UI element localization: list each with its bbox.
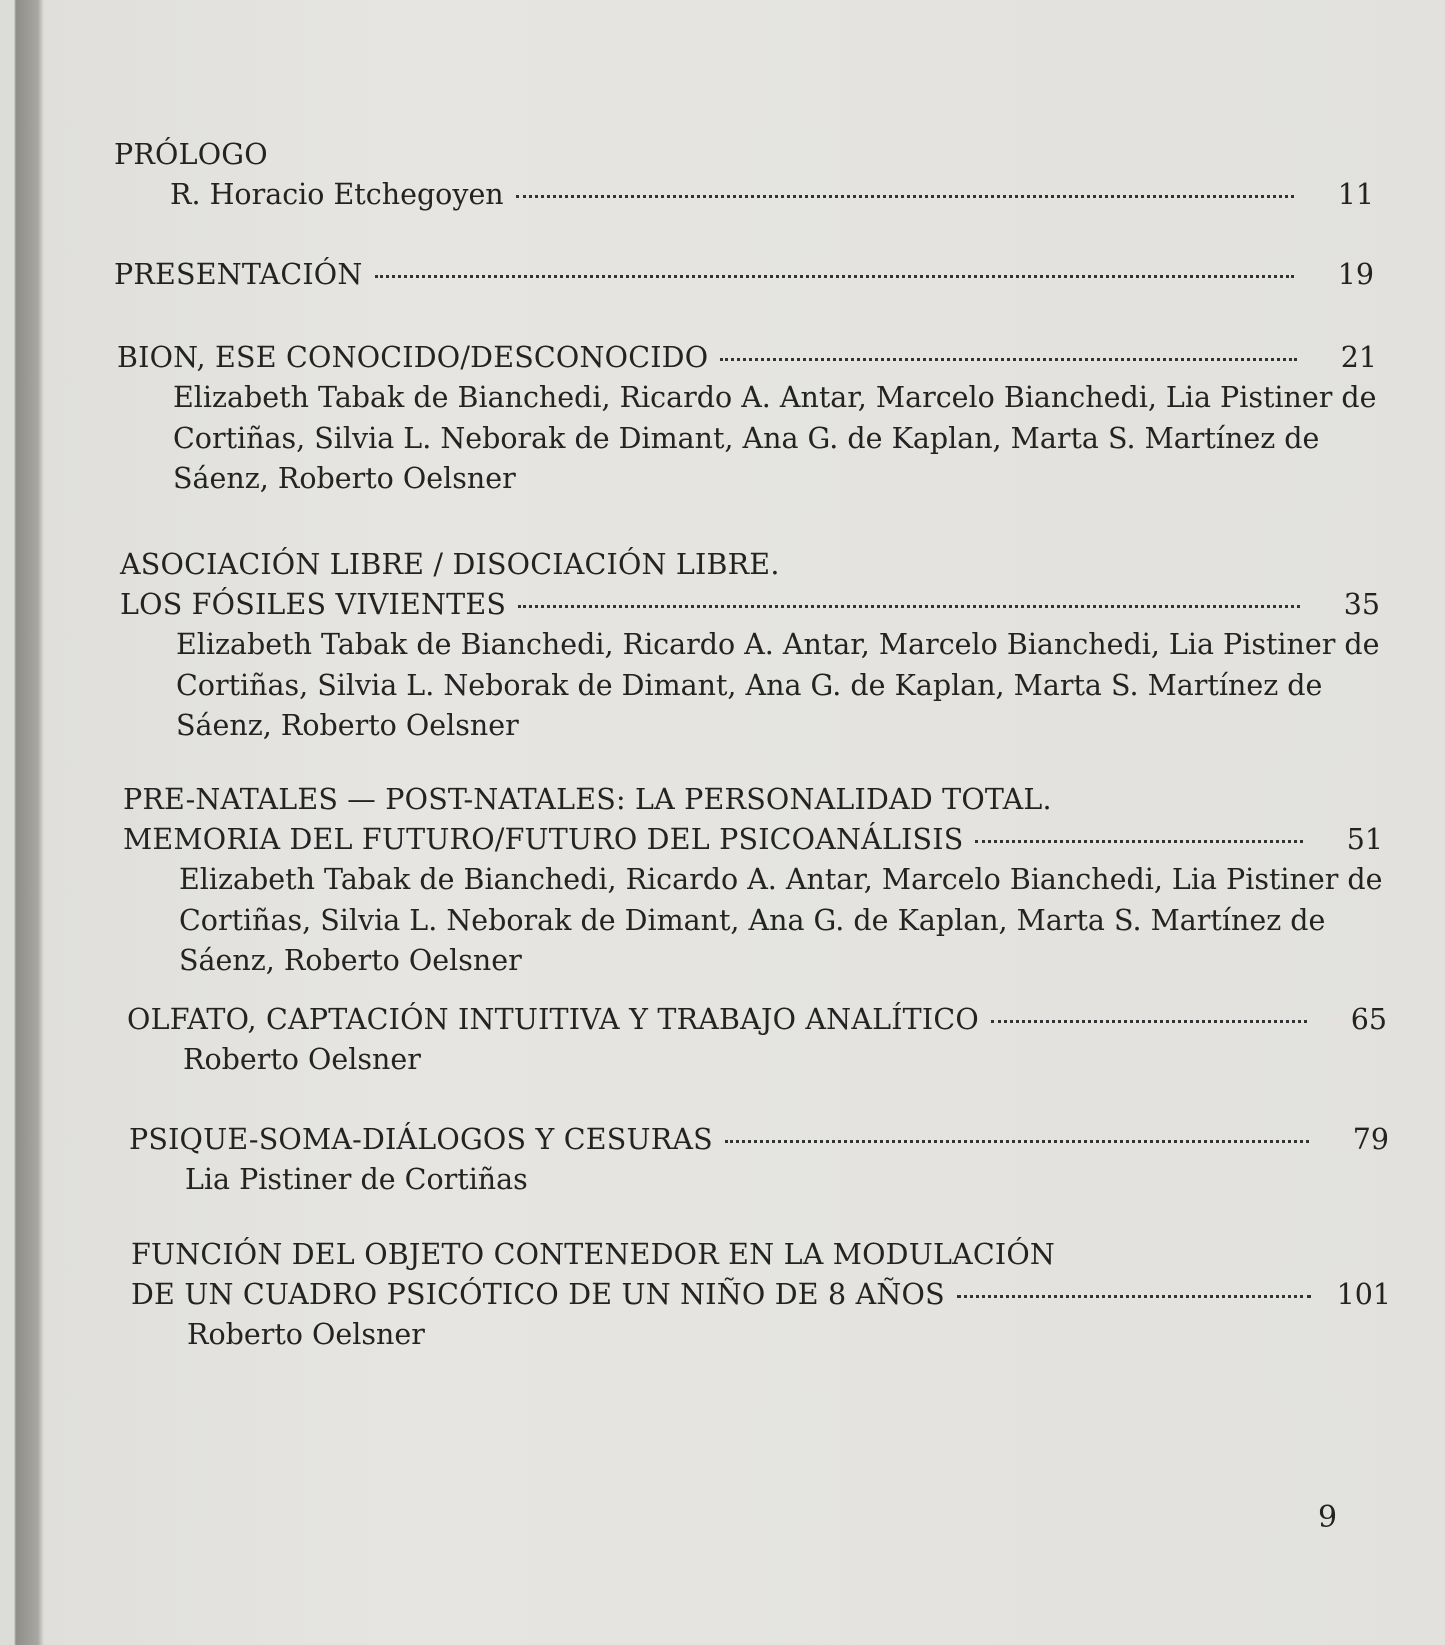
dot-leader bbox=[375, 275, 1294, 278]
toc-title: LOS FÓSILES VIVIENTES bbox=[120, 588, 507, 621]
toc-author: Roberto Oelsner bbox=[183, 1043, 421, 1076]
toc-author: Elizabeth Tabak de Bianchedi, Ricardo A. Antar, Marcelo Bianchedi, Lia Pistiner de Cortiñas, Silvia L. Neborak de Dimant, Ana G. de Kaplan, Marta S. Martínez de Sáenz, Roberto Oelsner bbox=[176, 628, 1380, 742]
toc-title: OLFATO, CAPTACIÓN INTUITIVA Y TRABAJO ANALÍTICO bbox=[127, 1003, 979, 1036]
dot-leader bbox=[957, 1295, 1311, 1298]
toc-title-line bbox=[114, 255, 1374, 295]
toc-page-number: 65 bbox=[1350, 1003, 1387, 1036]
toc-title-line bbox=[120, 545, 1380, 585]
dot-leader bbox=[518, 605, 1300, 608]
dot-leader bbox=[991, 1020, 1307, 1023]
toc-title: ASOCIACIÓN LIBRE / DISOCIACIÓN LIBRE. bbox=[120, 548, 780, 581]
toc-title-line bbox=[131, 1275, 1391, 1315]
dot-leader bbox=[516, 195, 1294, 198]
toc-entry bbox=[129, 1120, 1389, 1201]
toc-title: PRE-NATALES — POST-NATALES: LA PERSONALIDAD TOTAL. bbox=[123, 783, 1052, 816]
toc-page-number: 19 bbox=[1337, 258, 1374, 291]
toc-title-line bbox=[127, 1000, 1387, 1040]
toc-page-number: 51 bbox=[1346, 823, 1383, 856]
toc-page-number: 21 bbox=[1340, 341, 1377, 374]
toc-page-number: 79 bbox=[1352, 1123, 1389, 1156]
toc-entry bbox=[117, 338, 1377, 500]
toc-title-line bbox=[114, 135, 1374, 175]
toc-title: PSIQUE-SOMA-DIÁLOGOS Y CESURAS bbox=[129, 1123, 713, 1156]
toc-entry bbox=[123, 780, 1383, 982]
page-number: 9 bbox=[1318, 1500, 1338, 1535]
toc-author-line bbox=[114, 175, 1374, 215]
toc-title: MEMORIA DEL FUTURO/FUTURO DEL PSICOANÁLISIS bbox=[123, 823, 964, 856]
toc-title: PRÓLOGO bbox=[114, 138, 268, 171]
toc-title: DE UN CUADRO PSICÓTICO DE UN NIÑO DE 8 AÑOS bbox=[131, 1278, 945, 1311]
toc-author: Elizabeth Tabak de Bianchedi, Ricardo A. Antar, Marcelo Bianchedi, Lia Pistiner de Cortiñas, Silvia L. Neborak de Dimant, Ana G. de Kaplan, Marta S. Martínez de Sáenz, Roberto Oelsner bbox=[179, 863, 1383, 977]
toc-title-line bbox=[131, 1235, 1391, 1275]
toc-author: R. Horacio Etchegoyen bbox=[170, 178, 504, 211]
toc-page-number: 35 bbox=[1343, 588, 1380, 621]
toc-title-line bbox=[123, 780, 1383, 820]
toc-title: FUNCIÓN DEL OBJETO CONTENEDOR EN LA MODULACIÓN bbox=[131, 1238, 1056, 1271]
toc-author: Roberto Oelsner bbox=[187, 1318, 425, 1351]
toc-title-line bbox=[129, 1120, 1389, 1160]
toc-entry bbox=[114, 255, 1374, 295]
dot-leader bbox=[725, 1140, 1309, 1143]
toc-title: PRESENTACIÓN bbox=[114, 258, 363, 291]
toc-author: Elizabeth Tabak de Bianchedi, Ricardo A. Antar, Marcelo Bianchedi, Lia Pistiner de Cortiñas, Silvia L. Neborak de Dimant, Ana G. de Kaplan, Marta S. Martínez de Sáenz, Roberto Oelsner bbox=[173, 381, 1377, 495]
toc-page-number: 11 bbox=[1337, 178, 1374, 211]
toc-entry bbox=[114, 135, 1374, 215]
toc-entry bbox=[131, 1235, 1391, 1356]
toc-page-number: 101 bbox=[1336, 1278, 1391, 1311]
toc-title: BION, ESE CONOCIDO/DESCONOCIDO bbox=[117, 341, 709, 374]
dot-leader bbox=[720, 358, 1297, 361]
toc-entry bbox=[120, 545, 1380, 747]
toc-entry bbox=[127, 1000, 1387, 1081]
dot-leader bbox=[975, 840, 1303, 843]
toc-title-line bbox=[117, 338, 1377, 378]
toc-author: Lia Pistiner de Cortiñas bbox=[185, 1163, 528, 1196]
toc-title-line bbox=[120, 585, 1380, 625]
toc-title-line bbox=[123, 820, 1383, 860]
